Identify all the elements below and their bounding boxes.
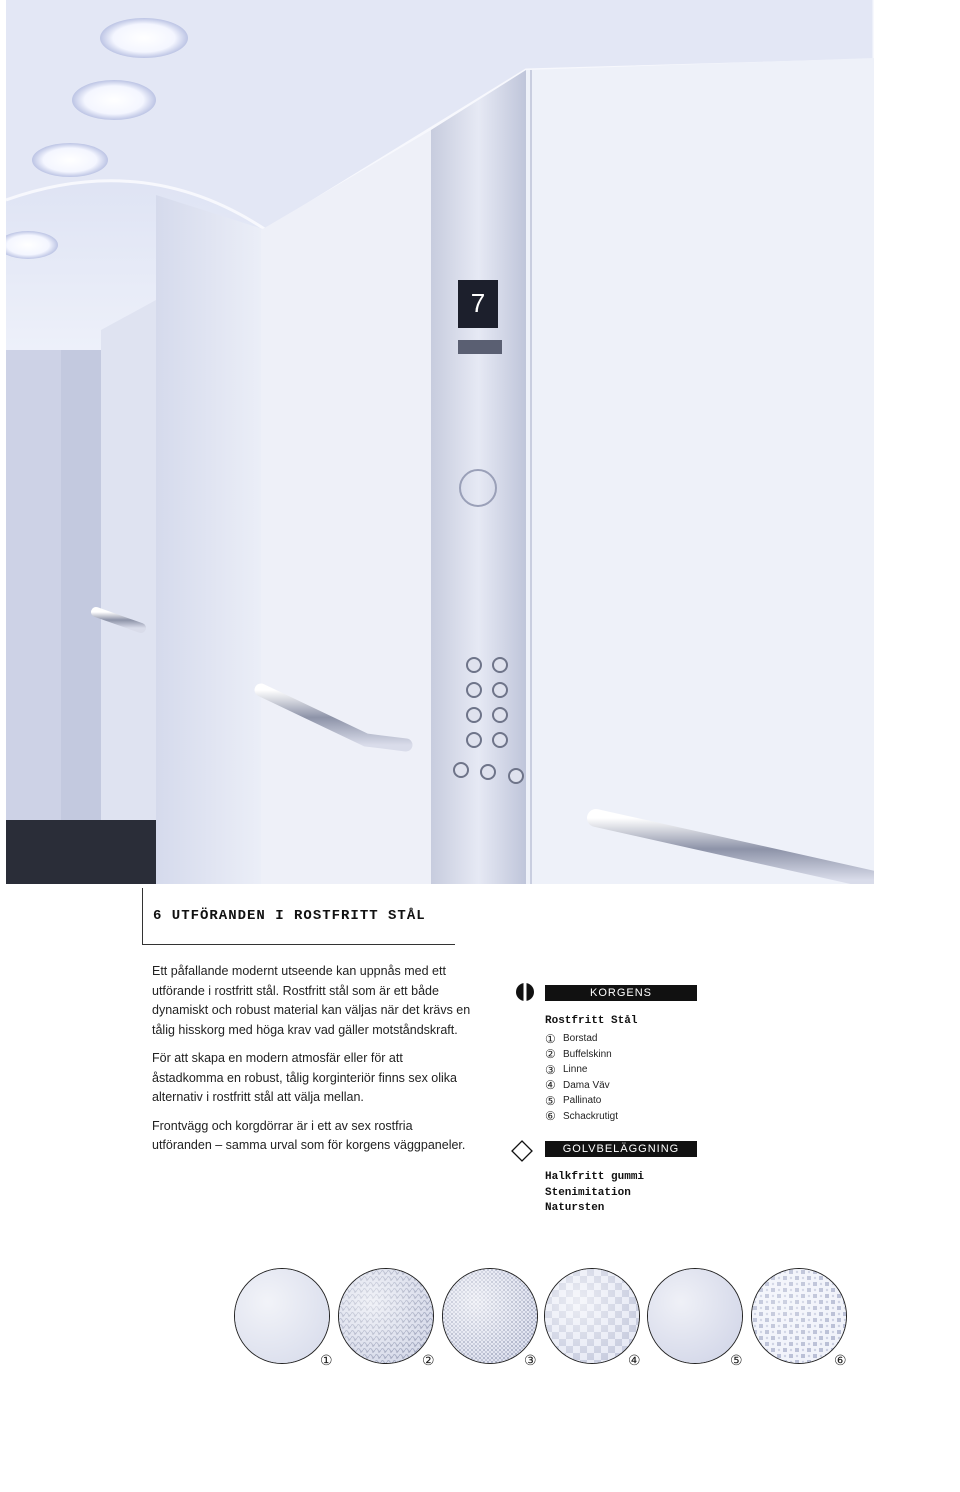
list-item [545, 1078, 618, 1094]
item-number: ① [545, 1031, 556, 1046]
floor-diamond-icon [511, 1140, 533, 1167]
swatch-number-5: ⑤ [730, 1352, 743, 1368]
list-item: Natursten [545, 1202, 605, 1214]
swatch-schackrutigt [751, 1268, 847, 1364]
swatch-number-1: ① [320, 1352, 333, 1368]
paragraph-2: För att skapa en modern atmosfär eller för att åstadkomma en robust, tålig korginteriör finns sex olika alternativ i rostfritt stål att välja mellan. [152, 1051, 458, 1104]
paragraph-1: Ett påfallande modernt utseende kan uppnås med ett utförande i rostfritt stål. Rostfritt stål som är ett både dynamiskt och robust material kan väljas när det krävs en tålig hisskorg med höga krav vad gäller motståndskraft. [152, 964, 471, 1037]
item-number: ⑥ [545, 1109, 556, 1124]
list-item: Stenimitation [545, 1186, 631, 1199]
item-label: Linne [563, 1064, 588, 1076]
floor-display-number: 7 [470, 288, 486, 318]
swatch-borstad [234, 1268, 330, 1364]
item-number: ⑤ [545, 1093, 556, 1108]
description-text [152, 962, 472, 1165]
list-item [545, 1031, 618, 1047]
swatch-buffelskinn [338, 1268, 434, 1364]
elevator-interior-photo [6, 0, 874, 884]
item-number: ② [545, 1047, 556, 1062]
swatch-dama-vav [544, 1268, 640, 1364]
list-item: Halkfritt gummi [545, 1171, 645, 1183]
list-item [545, 1062, 618, 1078]
item-number: ④ [545, 1078, 556, 1093]
wall-panels-subtitle: Rostfritt Stål [545, 1015, 638, 1027]
wall-panel-list [545, 1031, 618, 1124]
swatch-pallinato [647, 1268, 743, 1364]
swatch-number-2: ② [422, 1352, 435, 1368]
wall-panels-header: KORGENS VÄGGPANELER [545, 985, 697, 1001]
item-label: Buffelskinn [563, 1048, 612, 1060]
swatch-number-3: ③ [524, 1352, 537, 1368]
flooring-header: GOLVBELÄGGNING [545, 1141, 697, 1157]
item-label: Pallinato [563, 1095, 602, 1107]
swatch-linne [442, 1268, 538, 1364]
item-label: Borstad [563, 1033, 598, 1045]
swatch-number-6: ⑥ [834, 1352, 847, 1368]
flooring-list [545, 1171, 644, 1218]
item-label: Dama Väv [563, 1079, 610, 1091]
item-number: ③ [545, 1062, 556, 1077]
list-item [545, 1109, 618, 1125]
item-label: Schackrutigt [563, 1110, 619, 1122]
swatch-number-4: ④ [628, 1352, 641, 1368]
list-item [545, 1093, 618, 1109]
section-title-box [142, 888, 455, 945]
list-item [545, 1047, 618, 1063]
paragraph-3: Frontvägg och korgdörrar är i ett av sex rostfria utföranden – samma urval som för korgens väggpaneler. [152, 1118, 466, 1152]
wall-panel-icon [515, 982, 535, 1007]
section-title: 6 UTFÖRANDEN I ROSTFRITT STÅL [153, 908, 426, 924]
